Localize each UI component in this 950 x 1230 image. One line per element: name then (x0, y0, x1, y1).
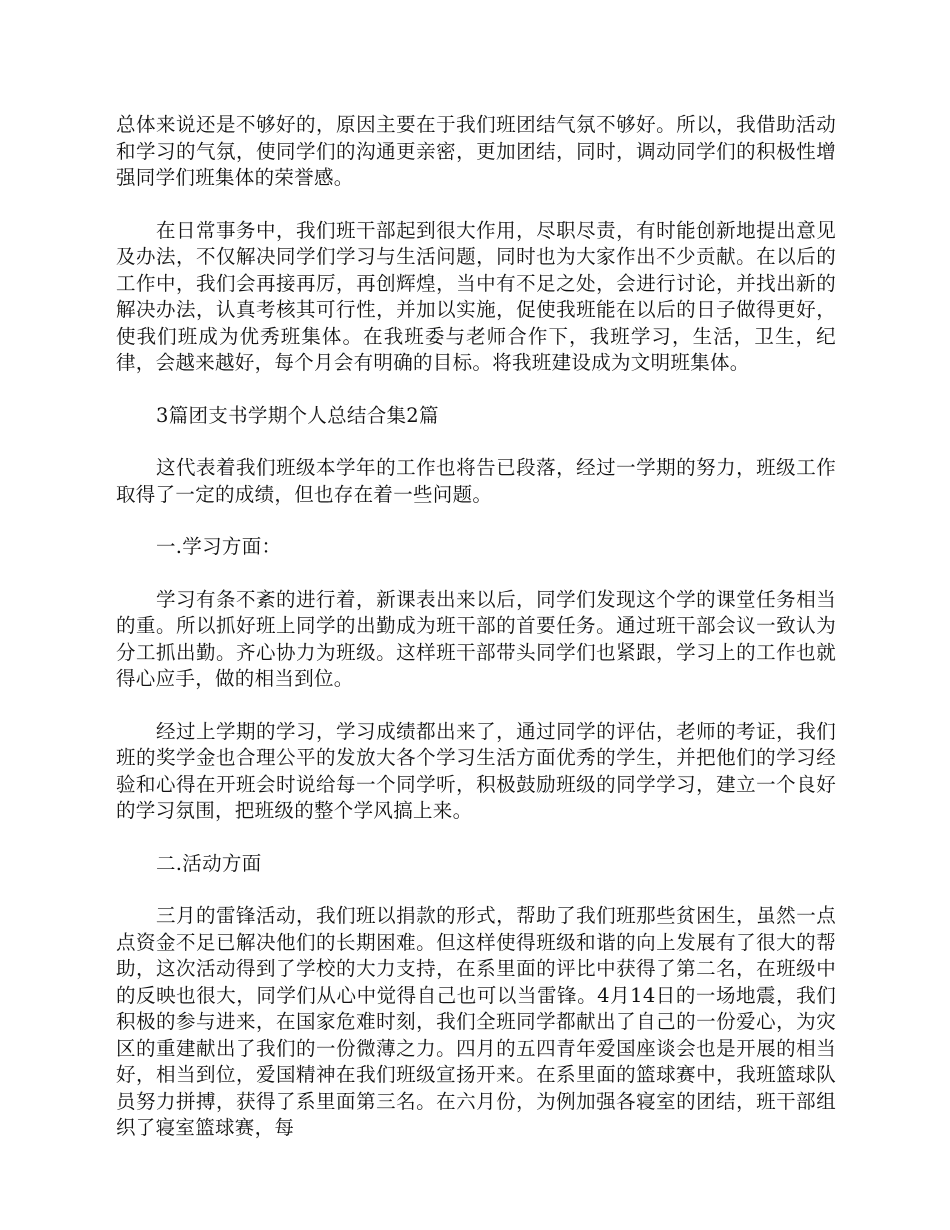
paragraph-1: 总体来说还是不够好的，原因主要在于我们班团结气氛不够好。所以，我借助活动和学习的气氛，使同学们的沟通更亲密，更加团结，同时，调动同学们的积极性增强同学们班集体的荣誉感。 (116, 113, 836, 189)
paragraph-6: 三月的雷锋活动，我们班以捐款的形式，帮助了我们班那些贫困生，虽然一点点资金不足已解决他们的长期困难。但这样使得班级和谐的向上发展有了很大的帮助，这次活动得到了学校的大力支持，在系里面的评比中获得了第二名，在班级中的反映也很大，同学们从心中觉得自己也可以当雷锋。4月14日的一场地震，我们积极的参与进来，在国家危难时刻，我们全班同学都献出了自己的一份爱心，为灾区的重建献出了我们的一份微薄之力。四月的五四青年爱国座谈会也是开展的相当好，相当到位，爱国精神在我们班级宣扬开来。在系里面的篮球赛中，我班篮球队员努力拼搏，获得了系里面第三名。在六月份，为例加强各寝室的团结，班干部组织了寝室篮球赛，每 (116, 904, 836, 1139)
paragraph-3: 这代表着我们班级本学年的工作也将告已段落，经过一学期的努力，班级工作取得了一定的成绩，但也存在着一些问题。 (116, 456, 836, 506)
section-heading-study: 一.学习方面： (156, 535, 282, 558)
paragraph-2: 在日常事务中，我们班干部起到很大作用，尽职尽责，有时能创新地提出意见及办法，不仅解决同学们学习与生活问题，同时也为大家作出不少贡献。在以后的工作中，我们会再接再厉，再创辉煌，当中有不足之处，会进行讨论，并找出新的解决办法，认真考核其可行性，并加以实施，促使我班能在以后的日子做得更好，使我们班成为优秀班集体。在我班委与老师合作下，我班学习，生活，卫生，纪律，会越来越好，每个月会有明确的目标。将我班建设成为文明班集体。 (116, 218, 836, 374)
document-page (116, 112, 836, 1168)
section-heading-activities: 二.活动方面 (156, 851, 262, 875)
paragraph-4: 学习有条不紊的进行着，新课表出来以后，同学们发现这个学的课堂任务相当的重。所以抓好班上同学的出勤成为班干部的首要任务。通过班干部会议一致认为分工抓出勤。齐心协力为班级。这样班干部带头同学们也紧跟，学习上的工作也就得心应手，做的相当到位。 (116, 587, 836, 690)
paragraph-5: 经过上学期的学习，学习成绩都出来了，通过同学的评估，老师的考证，我们班的奖学金也合理公平的发放大各个学习生活方面优秀的学生，并把他们的学习经验和心得在开班会时说给每一个同学听，积极鼓励班级的同学学习，建立一个良好的学习氛围，把班级的整个学风搞上来。 (116, 719, 836, 822)
section-title: 3篇团支书学期个人总结合集2篇 (156, 403, 439, 427)
